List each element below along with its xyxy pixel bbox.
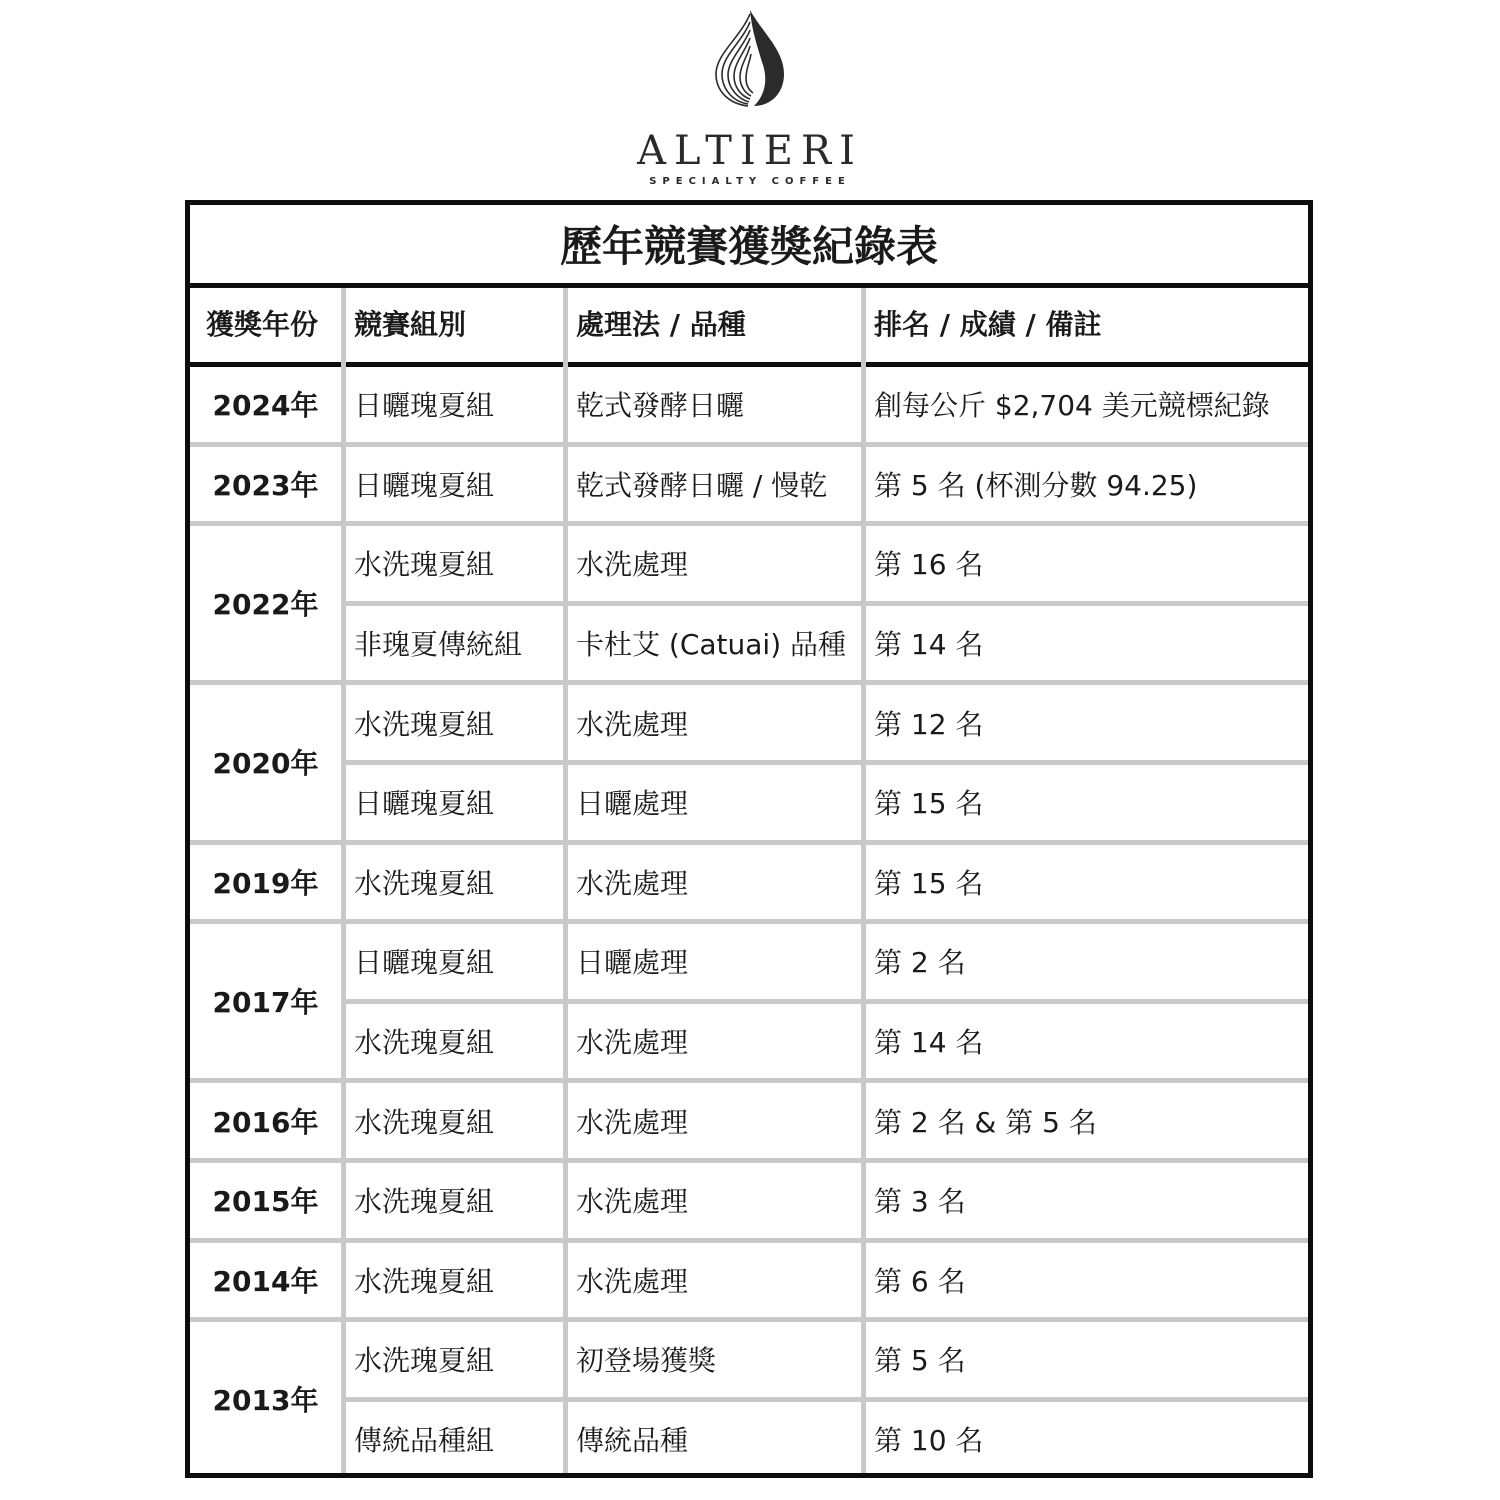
category-cell: 日曬瑰夏組 [354, 787, 495, 821]
awards-table [185, 200, 1313, 1478]
result-cell: 第 15 名 [874, 787, 984, 821]
result-cell: 第 3 名 [874, 1185, 966, 1219]
process-cell: 初登場獲獎 [576, 1344, 717, 1378]
year-cell: 2020年 [212, 747, 319, 781]
result-cell: 第 2 名 & 第 5 名 [874, 1105, 1097, 1139]
result-cell: 第 2 名 [874, 946, 966, 980]
result-cell: 第 5 名 [874, 1344, 966, 1378]
category-cell: 水洗瑰夏組 [354, 1185, 495, 1219]
year-cell: 2023年 [212, 468, 319, 502]
category-cell: 日曬瑰夏組 [354, 946, 495, 980]
year-cell: 2013年 [212, 1384, 319, 1418]
category-cell: 水洗瑰夏組 [354, 866, 495, 900]
year-cell: 2015年 [212, 1185, 319, 1219]
process-cell: 水洗處理 [576, 866, 689, 900]
brand-tagline: SPECIALTY COFFEE [649, 176, 851, 187]
header-year: 獲獎年份 [206, 308, 319, 341]
category-cell: 日曬瑰夏組 [354, 468, 495, 502]
year-cell: 2019年 [212, 866, 319, 900]
column-divider [861, 288, 866, 1473]
result-cell: 第 15 名 [874, 866, 984, 900]
brand-logo [0, 0, 1500, 200]
header-process: 處理法 / 品種 [576, 308, 746, 341]
result-cell: 第 12 名 [874, 707, 984, 741]
process-cell: 水洗處理 [576, 1105, 689, 1139]
year-cell: 2022年 [212, 588, 319, 622]
category-cell: 水洗瑰夏組 [354, 707, 495, 741]
process-cell: 日曬處理 [576, 946, 689, 980]
process-cell: 水洗處理 [576, 1026, 689, 1060]
category-cell: 水洗瑰夏組 [354, 1264, 495, 1298]
column-divider [341, 288, 346, 1473]
category-cell: 日曬瑰夏組 [354, 389, 495, 423]
year-cell: 2017年 [212, 986, 319, 1020]
process-cell: 水洗處理 [576, 1264, 689, 1298]
category-cell: 水洗瑰夏組 [354, 1344, 495, 1378]
result-cell: 創每公斤 $2,704 美元競標紀錄 [874, 389, 1270, 423]
result-cell: 第 5 名 (杯測分數 94.25) [874, 468, 1198, 502]
category-cell: 傳統品種組 [354, 1424, 495, 1458]
header-category: 競賽組別 [354, 308, 467, 341]
category-cell: 非瑰夏傳統組 [354, 628, 523, 662]
result-cell: 第 6 名 [874, 1264, 966, 1298]
result-cell: 第 16 名 [874, 548, 984, 582]
process-cell: 乾式發酵日曬 [576, 389, 745, 423]
table-header [190, 288, 1308, 367]
process-cell: 卡杜艾 (Catuai) 品種 [576, 628, 847, 662]
brand-name: ALTIERI [637, 128, 863, 174]
process-cell: 水洗處理 [576, 548, 689, 582]
process-cell: 乾式發酵日曬 / 慢乾 [576, 468, 828, 502]
process-cell: 水洗處理 [576, 707, 689, 741]
category-cell: 水洗瑰夏組 [354, 1026, 495, 1060]
category-cell: 水洗瑰夏組 [354, 1105, 495, 1139]
process-cell: 水洗處理 [576, 1185, 689, 1219]
result-cell: 第 14 名 [874, 628, 984, 662]
result-cell: 第 14 名 [874, 1026, 984, 1060]
year-cell: 2016年 [212, 1105, 319, 1139]
table-title: 歷年競賽獲獎紀錄表 [190, 205, 1308, 288]
year-cell: 2014年 [212, 1264, 319, 1298]
column-divider [563, 288, 568, 1473]
header-result: 排名 / 成績 / 備註 [874, 308, 1102, 341]
drop-logo-icon [710, 8, 790, 108]
process-cell: 日曬處理 [576, 787, 689, 821]
year-cell: 2024年 [212, 389, 319, 423]
category-cell: 水洗瑰夏組 [354, 548, 495, 582]
process-cell: 傳統品種 [576, 1424, 689, 1458]
result-cell: 第 10 名 [874, 1424, 984, 1458]
